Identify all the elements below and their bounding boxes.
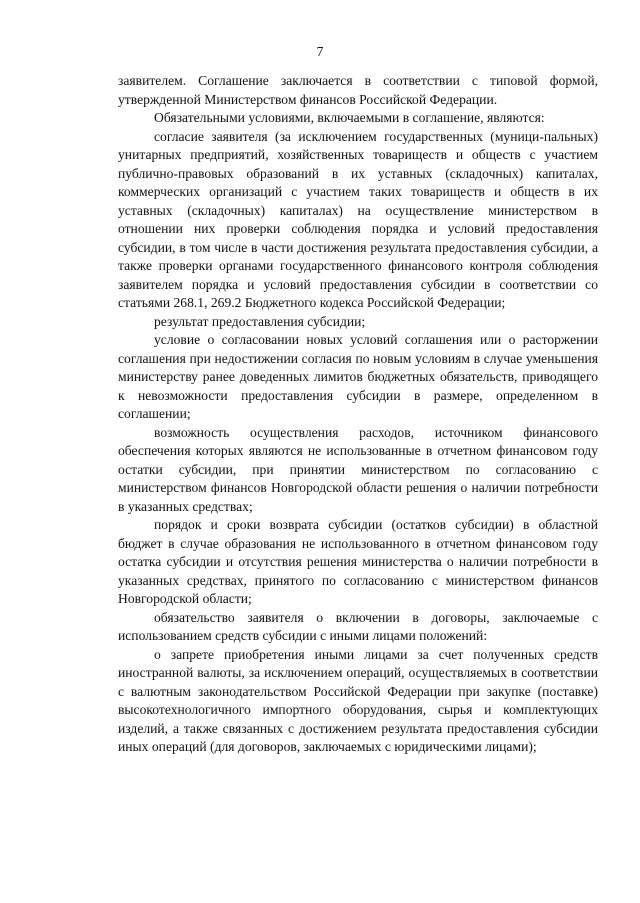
document-body [118,72,598,757]
paragraph: условие о согласовании новых условий соглашения или о расторжении соглашения при недостижении согласия по новым условиям в случае уменьшения министерству ранее доведенных лимитов бюджетных обязательств, приводящего к невозможности предоставления субсидии в размере, определенном в соглашении; [118,332,598,421]
paragraph: о запрете приобретения иными лицами за счет полученных средств иностранной валюты, за исключением операций, осуществляемых в соответствии с валютным законодательством Российской Федерации при закупке (поставке) высокотехнологичного импортного оборудования, сырья и комплектующих изделий, а также связанных с достижением результата предоставления субсидии иных операций (для договоров, заключаемых с юридическими лицами); [118,646,598,754]
paragraph: порядок и сроки возврата субсидии (остатков субсидии) в областной бюджет в случае образования не использованного в отчетном финансовом году остатка субсидии и отсутствия решения министерства о наличии потребности в указанных средствах, принятого по согласованию с министерством финансов Новгородской области; [118,517,598,606]
paragraph: результат предоставления субсидии; [154,313,366,329]
paragraph: обязательство заявителя о включении в договоры, заключаемые с использованием средств субсидии с иными лицами положений: [118,609,598,643]
paragraph: Обязательными условиями, включаемыми в соглашение, являются: [154,110,545,125]
paragraph: согласие заявителя (за исключением государственных (муници-пальных) унитарных предприятий, хозяйственных товариществ и обществ с участием публично-правовых образований в их уставных (складочных) капиталах, коммерческих организаций с участием таких товариществ и обществ в их уставных (складочных) капиталах) на осуществление министерством в отношении них проверки соблюдения порядка и условий предоставления субсидии, в том числе в части достижения результата предоставления субсидии, а также проверки органами государственного финансового контроля соблюдения заявителем порядка и условий предоставления субсидии в соответствии со статьями 268.1, 269.2 Бюджетного кодекса Российской Федерации; [118,128,598,310]
paragraph: заявителем. Соглашение заключается в соответствии с типовой формой, утвержденной Министерством финансов Российской Федерации. [118,73,598,107]
page-number: 7 [316,44,324,59]
paragraph: возможность осуществления расходов, источником финансового обеспечения которых являются не использованные в отчетном финансовом году остатки субсидии, при принятии министерством по согласованию с министерством финансов Новгородской области решения о наличии потребности в указанных средствах; [118,424,598,514]
